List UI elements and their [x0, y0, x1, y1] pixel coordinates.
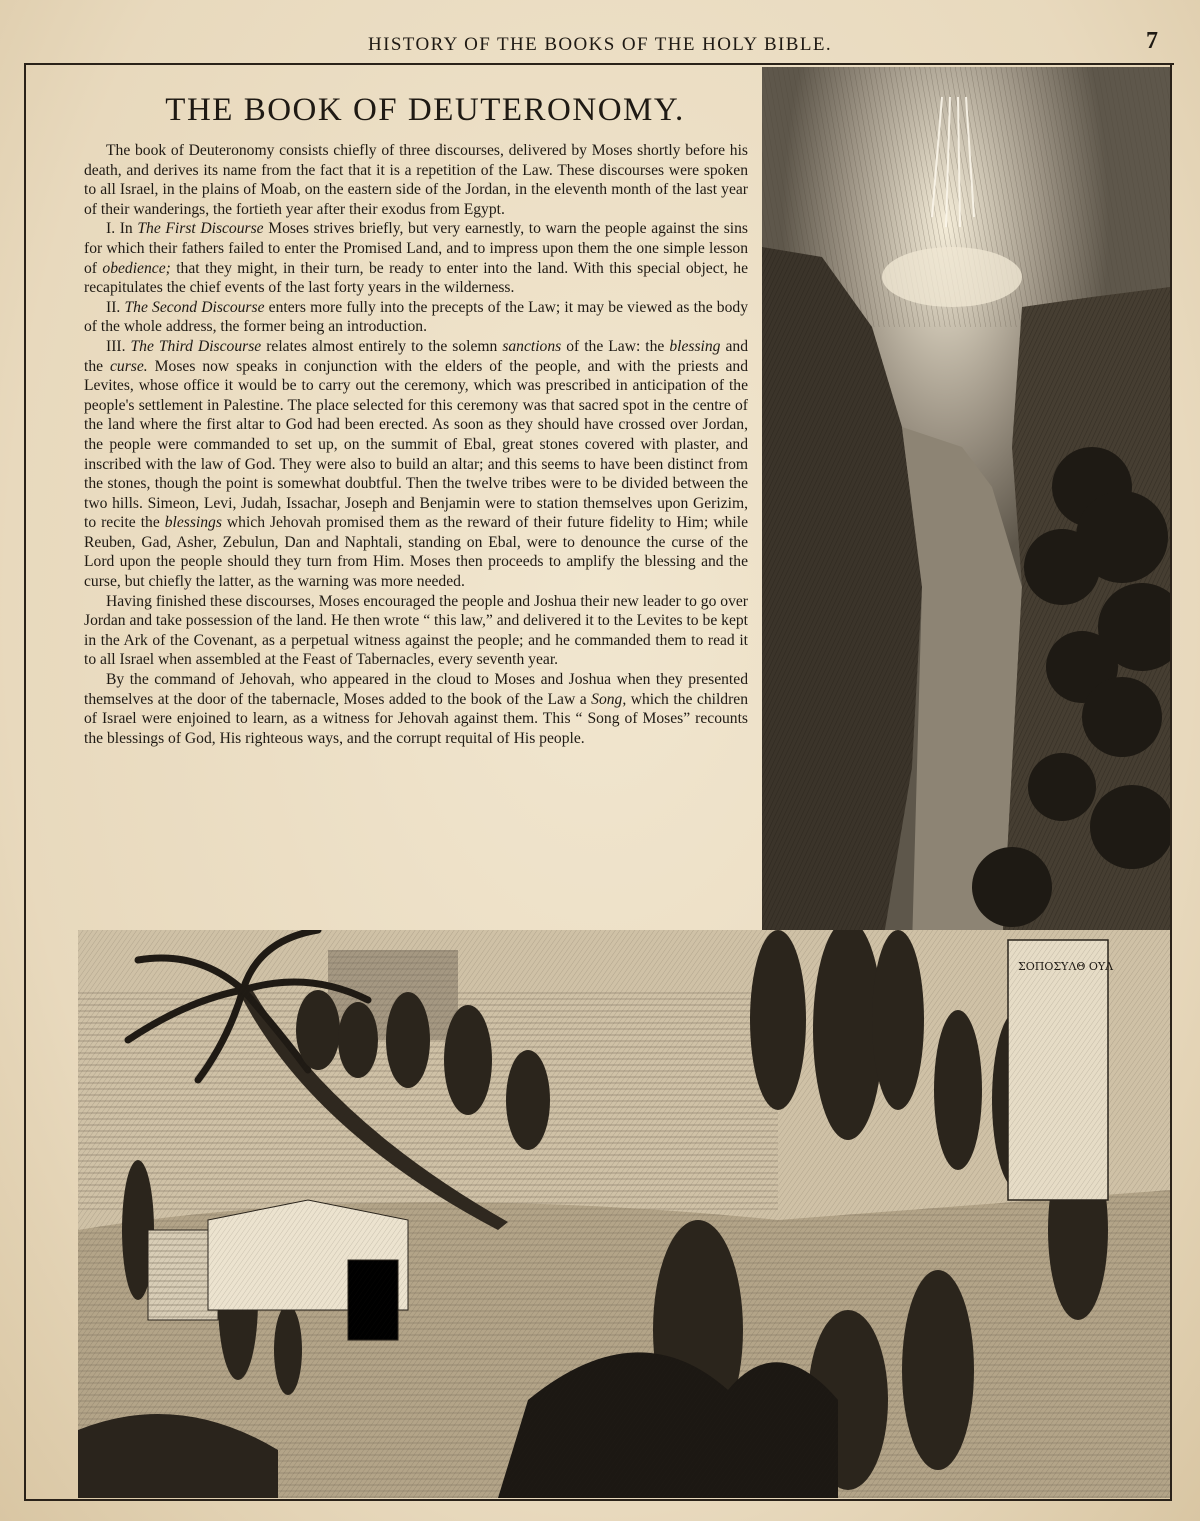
chapter-title: THE BOOK OF DEUTERONOMY. — [165, 92, 685, 128]
mountain-engraving-svg — [762, 67, 1170, 947]
text-run: III. — [106, 337, 131, 355]
paragraph-intro: The book of Deuteronomy consists chiefly of three discourses, delivered by Moses shortly before his death, and derives its name from the fact that it is a repetition of the Law. These discourses were spoken to all Israel, in the plains of Moab, on the eastern side of the Jordan, in the eleventh month of the last year of their wanderings, the fortieth year after their exodus from Egypt. — [84, 142, 748, 218]
italic-run: The Third Discourse — [130, 337, 262, 355]
text-run: Moses strives briefly, but very earnestly, to warn the people against the sins for which their fathers failed to enter the Promised Land, and to impress upon them the one simple lesson of — [84, 220, 748, 277]
text-run: enters more fully into the precepts of the Law; it may be viewed as the body of the whole address, the former being an introduction. — [84, 298, 748, 336]
italic-run: curse. — [110, 357, 148, 375]
italic-run: The First Discourse — [137, 220, 264, 238]
italic-run: blessings — [164, 514, 222, 532]
text-run: which Jehovah promised them as the reward of their future fidelity to Him; while Reuben, Gad, Asher, Zebulun, Dan and Naphtali, standing on Ebal, were to denounce the curse of the Lord upon the people should they turn from Him. Moses then proceeds to amplify the blessing and the curse, but chiefly the latter, as the warning was more needed. — [84, 514, 748, 591]
engraving-mountain-ravine — [762, 67, 1170, 947]
italic-run: obedience; — [102, 259, 171, 277]
text-run: relates almost entirely to the solemn — [261, 337, 503, 355]
text-run: which the children of Israel were enjoined to learn, as a witness for Jehovah against them. This “ Song of Moses” recounts the blessings of God, His righteous ways, and the corrupt requital of His people. — [84, 690, 748, 747]
gathering-engraving-svg — [78, 930, 1170, 1498]
text-run: that they might, in their turn, be ready to enter into the land. With this special object, he recapitulates the chief events of the last forty years in the wilderness. — [84, 259, 748, 297]
running-title: HISTORY OF THE BOOKS OF THE HOLY BIBLE. — [367, 34, 833, 55]
text-run: of the Law: the — [561, 337, 670, 355]
page-number: 7 — [1146, 28, 1158, 54]
engraving-gathering-scene — [78, 930, 1170, 1498]
text-run: Moses now speaks in conjunction with the elders of the people, and with the priests and Levites, whose office it would be to carry out the ceremony, which was prescribed in anticipation of the people's settlement in Palestine. The place selected for this ceremony was that sacred spot in the centre of the land where the first altar to God had been erected. As soon as they should have crossed over Jordan, the people were commanded to set up, on the summit of Ebal, great stones covered with plaster, and inscribed with the law of God. They were also to build an altar; and this seems to have been distinct from the stones, though the point is somewhat doubtful. Then the twelve tribes were to be divided between the two hills. Simeon, Levi, Judah, Issachar, Joseph and Benjamin were to station themselves upon Gerizim, to recite the — [84, 357, 748, 532]
tablet-inscription: ΣΟΠΟΣΥΛΘ ΟΥΛ — [1018, 960, 1114, 973]
paragraph-third-discourse — [84, 337, 748, 592]
paragraph-song-of-moses — [84, 670, 748, 748]
italic-run: The Second Discourse — [124, 298, 265, 316]
text-run: By the command of Jehovah, who appeared in the cloud to Moses and Joshua when they presented themselves at the door of the tabernacle, Moses added to the book of the Law a — [84, 671, 748, 708]
text-run: and the — [84, 337, 748, 375]
italic-run: sanctions — [502, 337, 562, 355]
article-column — [84, 92, 748, 748]
italic-run: blessing — [669, 337, 721, 355]
running-header — [24, 26, 1176, 66]
text-run: I. In — [106, 220, 138, 238]
italic-run: Song, — [591, 690, 627, 708]
paragraph-farewell: Having finished these discourses, Moses encouraged the people and Joshua their new leader to go over Jordan and take possession of the land. He then wrote “ this law,” and delivered it to the Levites to be kept in the Ark of the Covenant, as a perpetual witness against the people; and he commanded them to read it to all Israel when assembled at the Feast of Tabernacles, every seventh year. — [84, 592, 748, 669]
text-run: II. — [106, 298, 125, 316]
paragraph-second-discourse — [84, 298, 748, 337]
paragraph-first-discourse — [84, 219, 748, 297]
